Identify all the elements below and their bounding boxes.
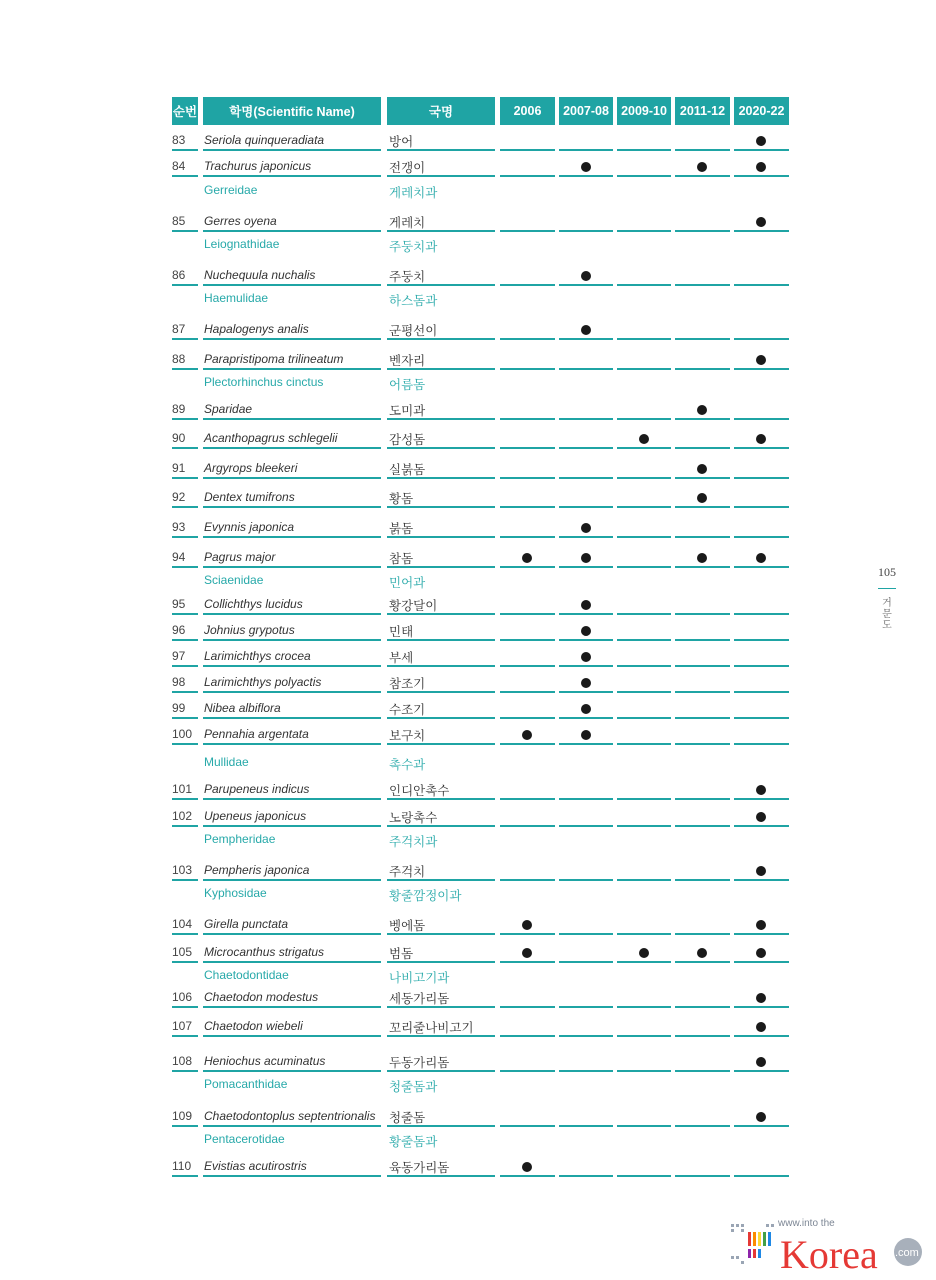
table-row	[0, 231, 936, 285]
presence-dot	[697, 553, 707, 563]
scientific-name: Johnius grypotus	[204, 623, 295, 637]
table-row	[0, 1036, 936, 1071]
presence-dot	[581, 553, 591, 563]
row-divider	[387, 1175, 495, 1177]
table-row	[0, 826, 936, 880]
row-number: 96	[172, 623, 186, 637]
header-year-2007-08: 2007-08	[559, 97, 613, 125]
presence-dot	[581, 162, 591, 172]
table-row	[0, 962, 936, 1007]
row-number: 91	[172, 461, 186, 475]
presence-dot	[697, 493, 707, 503]
family-korean-name: 주걱치과	[389, 834, 438, 849]
table-row	[0, 369, 936, 419]
side-divider	[878, 588, 896, 589]
korean-name: 황강달이	[389, 598, 438, 613]
section-title: 거문도	[882, 598, 892, 631]
row-divider	[675, 1175, 730, 1177]
row-number: 110	[172, 1159, 192, 1173]
row-divider	[172, 1175, 198, 1177]
watermark-logo	[728, 1210, 928, 1275]
presence-dot	[522, 1162, 532, 1172]
family-scientific-name: Chaetodontidae	[204, 968, 289, 982]
scientific-name: Pagrus major	[204, 550, 276, 564]
table-row	[0, 177, 936, 231]
row-number: 107	[172, 1019, 193, 1033]
presence-dot	[756, 553, 766, 563]
row-number: 90	[172, 431, 186, 445]
table-row	[0, 1071, 936, 1126]
page-number: 105	[878, 565, 896, 579]
korean-name: 노랑촉수	[389, 810, 438, 825]
presence-dot	[756, 434, 766, 444]
table-row	[0, 934, 936, 962]
scientific-name: Parupeneus indicus	[204, 782, 310, 796]
table-row	[0, 537, 936, 567]
family-korean-name: 청줄돔과	[389, 1079, 438, 1094]
scientific-name: Collichthys lucidus	[204, 597, 303, 611]
table-row	[0, 419, 936, 448]
table-row	[0, 1126, 936, 1176]
korean-name: 수조기	[389, 702, 426, 717]
korean-name: 게레치	[389, 215, 426, 230]
row-divider	[203, 1175, 381, 1177]
korean-name: 도미과	[389, 403, 426, 418]
family-korean-name: 어름돔	[389, 377, 426, 392]
presence-dot	[756, 136, 766, 146]
table-row	[0, 340, 936, 369]
table-row	[0, 567, 936, 614]
row-number: 109	[172, 1109, 193, 1123]
row-number: 106	[172, 990, 193, 1004]
family-korean-name: 민어과	[389, 575, 426, 590]
korean-name: 청줄돔	[389, 1110, 426, 1125]
row-number: 87	[172, 322, 186, 336]
korean-name: 벤자리	[389, 353, 426, 368]
korean-name: 참조기	[389, 676, 426, 691]
korean-name: 군평선이	[389, 323, 438, 338]
family-korean-name: 게레치과	[389, 185, 438, 200]
row-divider	[500, 1175, 555, 1177]
table-row	[0, 507, 936, 537]
table-row	[0, 799, 936, 826]
presence-dot	[756, 1057, 766, 1067]
row-number: 99	[172, 701, 186, 715]
korean-name: 두동가리돔	[389, 1055, 450, 1070]
presence-dot	[639, 948, 649, 958]
scientific-name: Heniochus acuminatus	[204, 1054, 326, 1068]
korean-name: 감성돔	[389, 432, 426, 447]
row-number: 97	[172, 649, 186, 663]
presence-dot	[581, 652, 591, 662]
presence-dot	[756, 217, 766, 227]
scientific-name: Dentex tumifrons	[204, 490, 295, 504]
scientific-name: Pennahia argentata	[204, 727, 309, 741]
scientific-name: Trachurus japonicus	[204, 159, 312, 173]
korean-name: 벵에돔	[389, 918, 426, 933]
header-year-2006: 2006	[500, 97, 555, 125]
presence-dot	[756, 162, 766, 172]
korean-name: 육동가리돔	[389, 1160, 450, 1175]
korean-name: 세동가리돔	[389, 991, 450, 1006]
korean-name: 범돔	[389, 946, 414, 961]
row-number: 84	[172, 159, 186, 173]
korean-name: 꼬리줄나비고기	[389, 1020, 474, 1035]
watermark-brand-text: Korea	[780, 1232, 878, 1275]
watermark-top-text: www.into the	[778, 1218, 835, 1229]
presence-dot	[581, 523, 591, 533]
row-number: 86	[172, 268, 186, 282]
presence-dot	[581, 626, 591, 636]
presence-dot	[756, 920, 766, 930]
row-number: 92	[172, 490, 186, 504]
row-number: 108	[172, 1054, 193, 1068]
presence-dot	[756, 993, 766, 1003]
row-number: 88	[172, 352, 186, 366]
row-divider	[559, 743, 613, 745]
family-korean-name: 나비고기과	[389, 970, 450, 985]
scientific-name: Larimichthys polyactis	[204, 675, 322, 689]
presence-dot	[522, 553, 532, 563]
scientific-name: Larimichthys crocea	[204, 649, 311, 663]
family-korean-name: 황줄깜정이과	[389, 888, 462, 903]
presence-dot	[697, 948, 707, 958]
row-number: 104	[172, 917, 193, 931]
row-number: 98	[172, 675, 186, 689]
presence-dot	[581, 678, 591, 688]
family-korean-name: 하스돔과	[389, 293, 438, 308]
header-no: 순번	[172, 97, 198, 125]
presence-dot	[581, 704, 591, 714]
presence-dot	[639, 434, 649, 444]
header-scientific-name: 학명(Scientific Name)	[203, 97, 381, 125]
table-row	[0, 692, 936, 718]
table-row	[0, 666, 936, 692]
header-year-2011-12: 2011-12	[675, 97, 730, 125]
scientific-name: Chaetodontoplus septentrionalis	[204, 1109, 376, 1123]
scientific-name: Argyrops bleekeri	[204, 461, 298, 475]
korean-name: 전갱이	[389, 160, 426, 175]
row-number: 100	[172, 727, 193, 741]
row-divider	[734, 1175, 789, 1177]
table-row	[0, 640, 936, 666]
presence-dot	[697, 162, 707, 172]
row-divider	[617, 743, 671, 745]
korean-name: 황돔	[389, 491, 414, 506]
row-number: 89	[172, 402, 186, 416]
family-korean-name: 황줄돔과	[389, 1134, 438, 1149]
row-number: 101	[172, 782, 193, 796]
scientific-name: Sparidae	[204, 402, 253, 416]
table-row	[0, 1007, 936, 1036]
header-korean-name: 국명	[387, 97, 495, 125]
scientific-name: Hapalogenys analis	[204, 322, 309, 336]
row-divider	[617, 1175, 671, 1177]
korean-name: 보구치	[389, 728, 426, 743]
presence-dot	[581, 271, 591, 281]
korean-name: 주둥치	[389, 269, 426, 284]
presence-dot	[756, 866, 766, 876]
presence-dot	[522, 948, 532, 958]
family-scientific-name: Pempheridae	[204, 832, 276, 846]
table-row	[0, 285, 936, 339]
row-divider	[675, 743, 730, 745]
presence-dot	[756, 1112, 766, 1122]
table-row	[0, 880, 936, 934]
scientific-name: Chaetodon modestus	[204, 990, 319, 1004]
scientific-name: Gerres oyena	[204, 214, 277, 228]
korean-name: 참돔	[389, 551, 414, 566]
scientific-name: Evistias acutirostris	[204, 1159, 307, 1173]
korean-name: 인디안촉수	[389, 783, 450, 798]
row-number: 83	[172, 133, 186, 147]
korean-name: 주걱치	[389, 864, 426, 879]
presence-dot	[756, 785, 766, 795]
presence-dot	[756, 1022, 766, 1032]
korean-name: 민태	[389, 624, 414, 639]
watermark-suffix-text: .com	[895, 1247, 919, 1259]
presence-dot	[581, 325, 591, 335]
korean-name: 부세	[389, 650, 414, 665]
row-number: 85	[172, 214, 186, 228]
family-scientific-name: Leiognathidae	[204, 237, 280, 251]
presence-dot	[581, 600, 591, 610]
presence-dot	[756, 355, 766, 365]
table-row	[0, 614, 936, 640]
family-scientific-name: Gerreidae	[204, 183, 258, 197]
header-year-2009-10: 2009-10	[617, 97, 671, 125]
row-number: 93	[172, 520, 186, 534]
family-scientific-name: Kyphosidae	[204, 886, 267, 900]
table-row	[0, 478, 936, 507]
scientific-name: Upeneus japonicus	[204, 809, 307, 823]
presence-dot	[756, 948, 766, 958]
family-scientific-name: Haemulidae	[204, 291, 269, 305]
scientific-name: Microcanthus strigatus	[204, 945, 325, 959]
scientific-name: Evynnis japonica	[204, 520, 295, 534]
scientific-name: Seriola quinqueradiata	[204, 133, 325, 147]
korean-name: 붉돔	[389, 521, 414, 536]
row-number: 94	[172, 550, 186, 564]
table-row	[0, 749, 936, 799]
scientific-name: Chaetodon wiebeli	[204, 1019, 303, 1033]
presence-dot	[522, 730, 532, 740]
family-scientific-name: Pentacerotidae	[204, 1132, 285, 1146]
korean-name: 실붉돔	[389, 462, 426, 477]
family-korean-name: 촉수과	[389, 757, 426, 772]
row-divider	[559, 1175, 613, 1177]
presence-dot	[756, 812, 766, 822]
row-divider	[203, 743, 381, 745]
family-scientific-name: Mullidae	[204, 755, 249, 769]
table-row	[0, 127, 936, 150]
scientific-name: Parapristipoma trilineatum	[204, 352, 344, 366]
family-scientific-name: Plectorhinchus cinctus	[204, 375, 324, 389]
row-divider	[500, 743, 555, 745]
table-row	[0, 150, 936, 176]
row-number: 95	[172, 597, 186, 611]
presence-dot	[697, 405, 707, 415]
row-number: 105	[172, 945, 193, 959]
row-divider	[734, 743, 789, 745]
scientific-name: Acanthopagrus schlegelii	[204, 431, 338, 445]
family-scientific-name: Sciaenidae	[204, 573, 264, 587]
scientific-name: Nibea albiflora	[204, 701, 281, 715]
presence-dot	[581, 730, 591, 740]
scientific-name: Nuchequula nuchalis	[204, 268, 316, 282]
scientific-name: Girella punctata	[204, 917, 289, 931]
row-number: 103	[172, 863, 193, 877]
row-number: 102	[172, 809, 193, 823]
table-row	[0, 448, 936, 478]
header-year-2020-22: 2020-22	[734, 97, 789, 125]
row-divider	[387, 743, 495, 745]
row-divider	[172, 743, 198, 745]
family-scientific-name: Pomacanthidae	[204, 1077, 288, 1091]
family-korean-name: 주둥치과	[389, 239, 438, 254]
table-row	[0, 718, 936, 744]
presence-dot	[522, 920, 532, 930]
korean-name: 방어	[389, 134, 414, 149]
scientific-name: Pempheris japonica	[204, 863, 310, 877]
presence-dot	[697, 464, 707, 474]
